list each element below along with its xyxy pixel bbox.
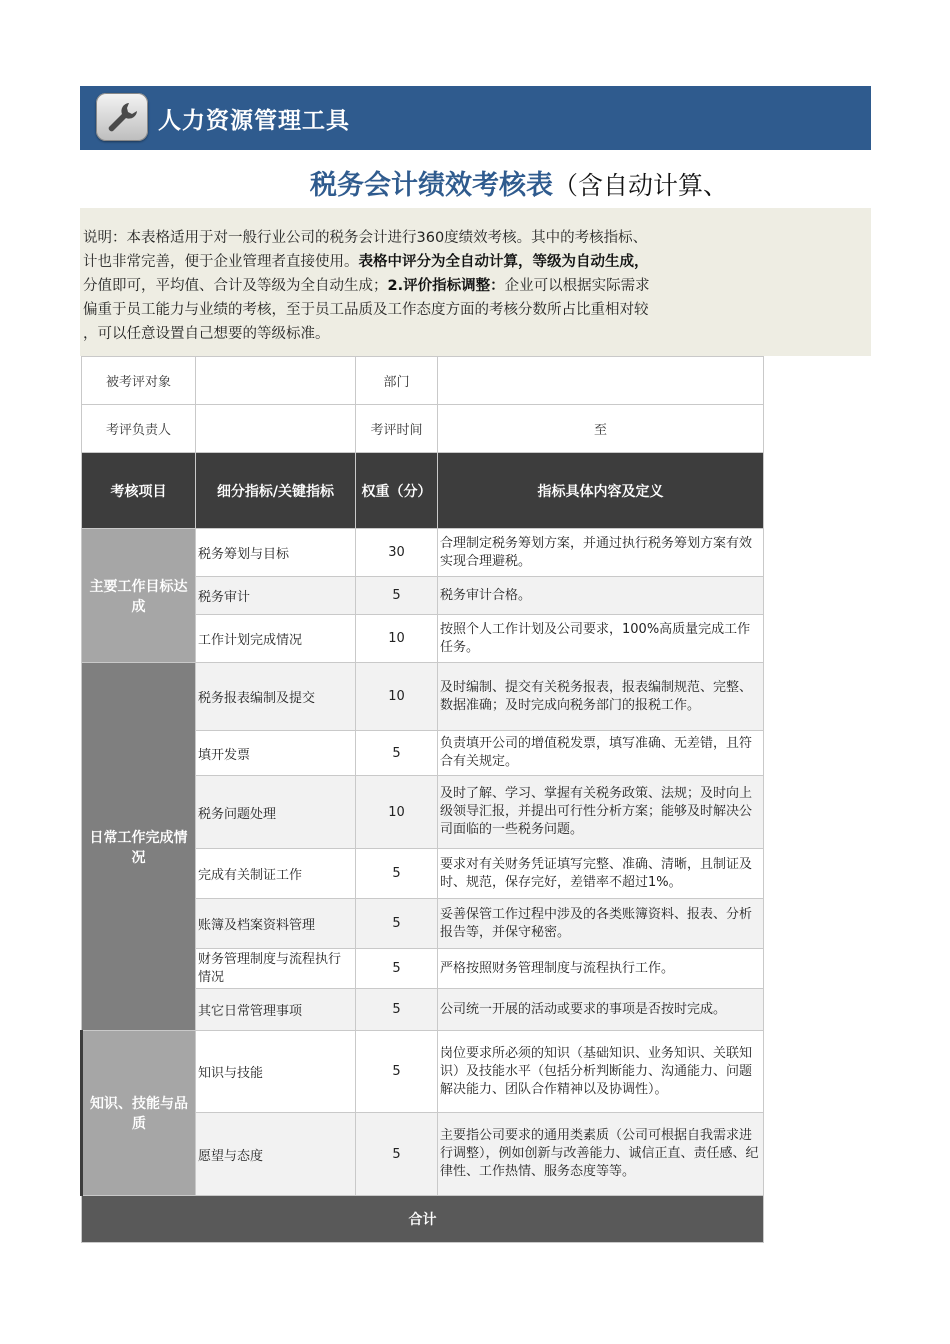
- table-row: [82, 529, 764, 577]
- time-label: 考评时间: [356, 405, 438, 453]
- owner-field[interactable]: [196, 405, 356, 453]
- indicator-cell: 税务报表编制及提交: [196, 663, 356, 731]
- table-row: [82, 1031, 764, 1113]
- weight-cell: 30: [356, 529, 438, 577]
- dept-label: 部门: [356, 357, 438, 405]
- info-row: [82, 357, 764, 405]
- time-field[interactable]: 至: [438, 405, 764, 453]
- definition-cell: 负责填开公司的增值税发票，填写准确、无差错，且符合有关规定。: [438, 731, 764, 776]
- indicator-cell: 税务审计: [196, 577, 356, 615]
- desc-line: ，可以任意设置自己想要的等级标准。: [83, 326, 330, 342]
- indicator-cell: 愿望与态度: [196, 1113, 356, 1196]
- definition-cell: 严格按照财务管理制度与流程执行工作。: [438, 949, 764, 989]
- desc-line: 偏重于员工能力与业绩的考核，至于员工品质及工作态度方面的考核分数所占比重相对较: [83, 302, 649, 318]
- indicator-cell: 知识与技能: [196, 1031, 356, 1113]
- indicator-cell: 账簿及档案资料管理: [196, 899, 356, 949]
- weight-cell: 5: [356, 989, 438, 1031]
- definition-cell: 按照个人工作计划及公司要求，100%高质量完成工作任务。: [438, 615, 764, 663]
- indicator-cell: 其它日常管理事项: [196, 989, 356, 1031]
- desc-line: 说明：本表格适用于对一般行业公司的税务会计进行360度绩效考核。其中的考核指标、: [83, 230, 648, 246]
- definition-cell: 合理制定税务筹划方案，并通过执行税务筹划方案有效实现合理避税。: [438, 529, 764, 577]
- header-indicator: 细分指标/关键指标: [196, 453, 356, 529]
- dept-field[interactable]: [438, 357, 764, 405]
- definition-cell: 岗位要求所必须的知识（基础知识、业务知识、关联知识）及技能水平（包括分析判断能力、沟通能力、问题解决能力、团队合作精神以及协调性）。: [438, 1031, 764, 1113]
- definition-cell: 公司统一开展的活动或要求的事项是否按时完成。: [438, 989, 764, 1031]
- weight-cell: 5: [356, 849, 438, 899]
- weight-cell: 5: [356, 577, 438, 615]
- table-row: [82, 663, 764, 731]
- definition-cell: 及时了解、学习、掌握有关税务政策、法规；及时向上级领导汇报，并提出可行性分析方案；能够及时解决公司面临的一些税务问题。: [438, 776, 764, 849]
- total-row: [82, 1196, 764, 1243]
- assessment-table: [80, 356, 764, 1243]
- weight-cell: 10: [356, 663, 438, 731]
- definition-cell: 及时编制、提交有关税务报表，报表编制规范、完整、数据准确；及时完成向税务部门的报税工作。: [438, 663, 764, 731]
- desc-line: 计也非常完善，便于企业管理者直接使用。表格中评分为全自动计算，等级为自动生成，: [83, 254, 649, 270]
- page-title: [310, 163, 728, 202]
- header-definition: 指标具体内容及定义: [438, 453, 764, 529]
- category-main-goal: 主要工作目标达成: [82, 529, 196, 663]
- weight-cell: 5: [356, 1031, 438, 1113]
- weight-cell: 5: [356, 949, 438, 989]
- table-header: [82, 453, 764, 529]
- indicator-cell: 税务问题处理: [196, 776, 356, 849]
- owner-label: 考评负责人: [82, 405, 196, 453]
- page-title-sub: （含自动计算、: [553, 171, 729, 200]
- indicator-cell: 财务管理制度与流程执行情况: [196, 949, 356, 989]
- weight-cell: 10: [356, 615, 438, 663]
- header-weight: 权重（分）: [356, 453, 438, 529]
- indicator-cell: 工作计划完成情况: [196, 615, 356, 663]
- app-banner: [80, 86, 871, 150]
- category-daily: 日常工作完成情况: [82, 663, 196, 1031]
- weight-cell: 10: [356, 776, 438, 849]
- description-text: [83, 226, 765, 346]
- description-box: [80, 208, 871, 356]
- indicator-cell: 完成有关制证工作: [196, 849, 356, 899]
- target-field[interactable]: [196, 357, 356, 405]
- weight-cell: 5: [356, 731, 438, 776]
- weight-cell: 5: [356, 899, 438, 949]
- total-label: 合计: [82, 1196, 764, 1243]
- definition-cell: 要求对有关财务凭证填写完整、准确、清晰，且制证及时、规范，保存完好，差错率不超过1%。: [438, 849, 764, 899]
- info-row: [82, 405, 764, 453]
- page-title-main: 税务会计绩效考核表: [310, 170, 553, 201]
- desc-line: 分值即可，平均值、合计及等级为全自动生成；2.评价指标调整：企业可以根据实际需求: [83, 278, 650, 294]
- target-label: 被考评对象: [82, 357, 196, 405]
- indicator-cell: 填开发票: [196, 731, 356, 776]
- definition-cell: 妥善保管工作过程中涉及的各类账簿资料、报表、分析报告等，并保守秘密。: [438, 899, 764, 949]
- wrench-icon: [96, 93, 148, 141]
- banner-title: 人力资源管理工具: [158, 108, 350, 134]
- header-item: 考核项目: [82, 453, 196, 529]
- definition-cell: 税务审计合格。: [438, 577, 764, 615]
- category-skills: 知识、技能与品质: [82, 1031, 196, 1196]
- definition-cell: 主要指公司要求的通用类素质（公司可根据自我需求进行调整），例如创新与改善能力、诚信正直、责任感、纪律性、工作热情、服务态度等等。: [438, 1113, 764, 1196]
- weight-cell: 5: [356, 1113, 438, 1196]
- indicator-cell: 税务筹划与目标: [196, 529, 356, 577]
